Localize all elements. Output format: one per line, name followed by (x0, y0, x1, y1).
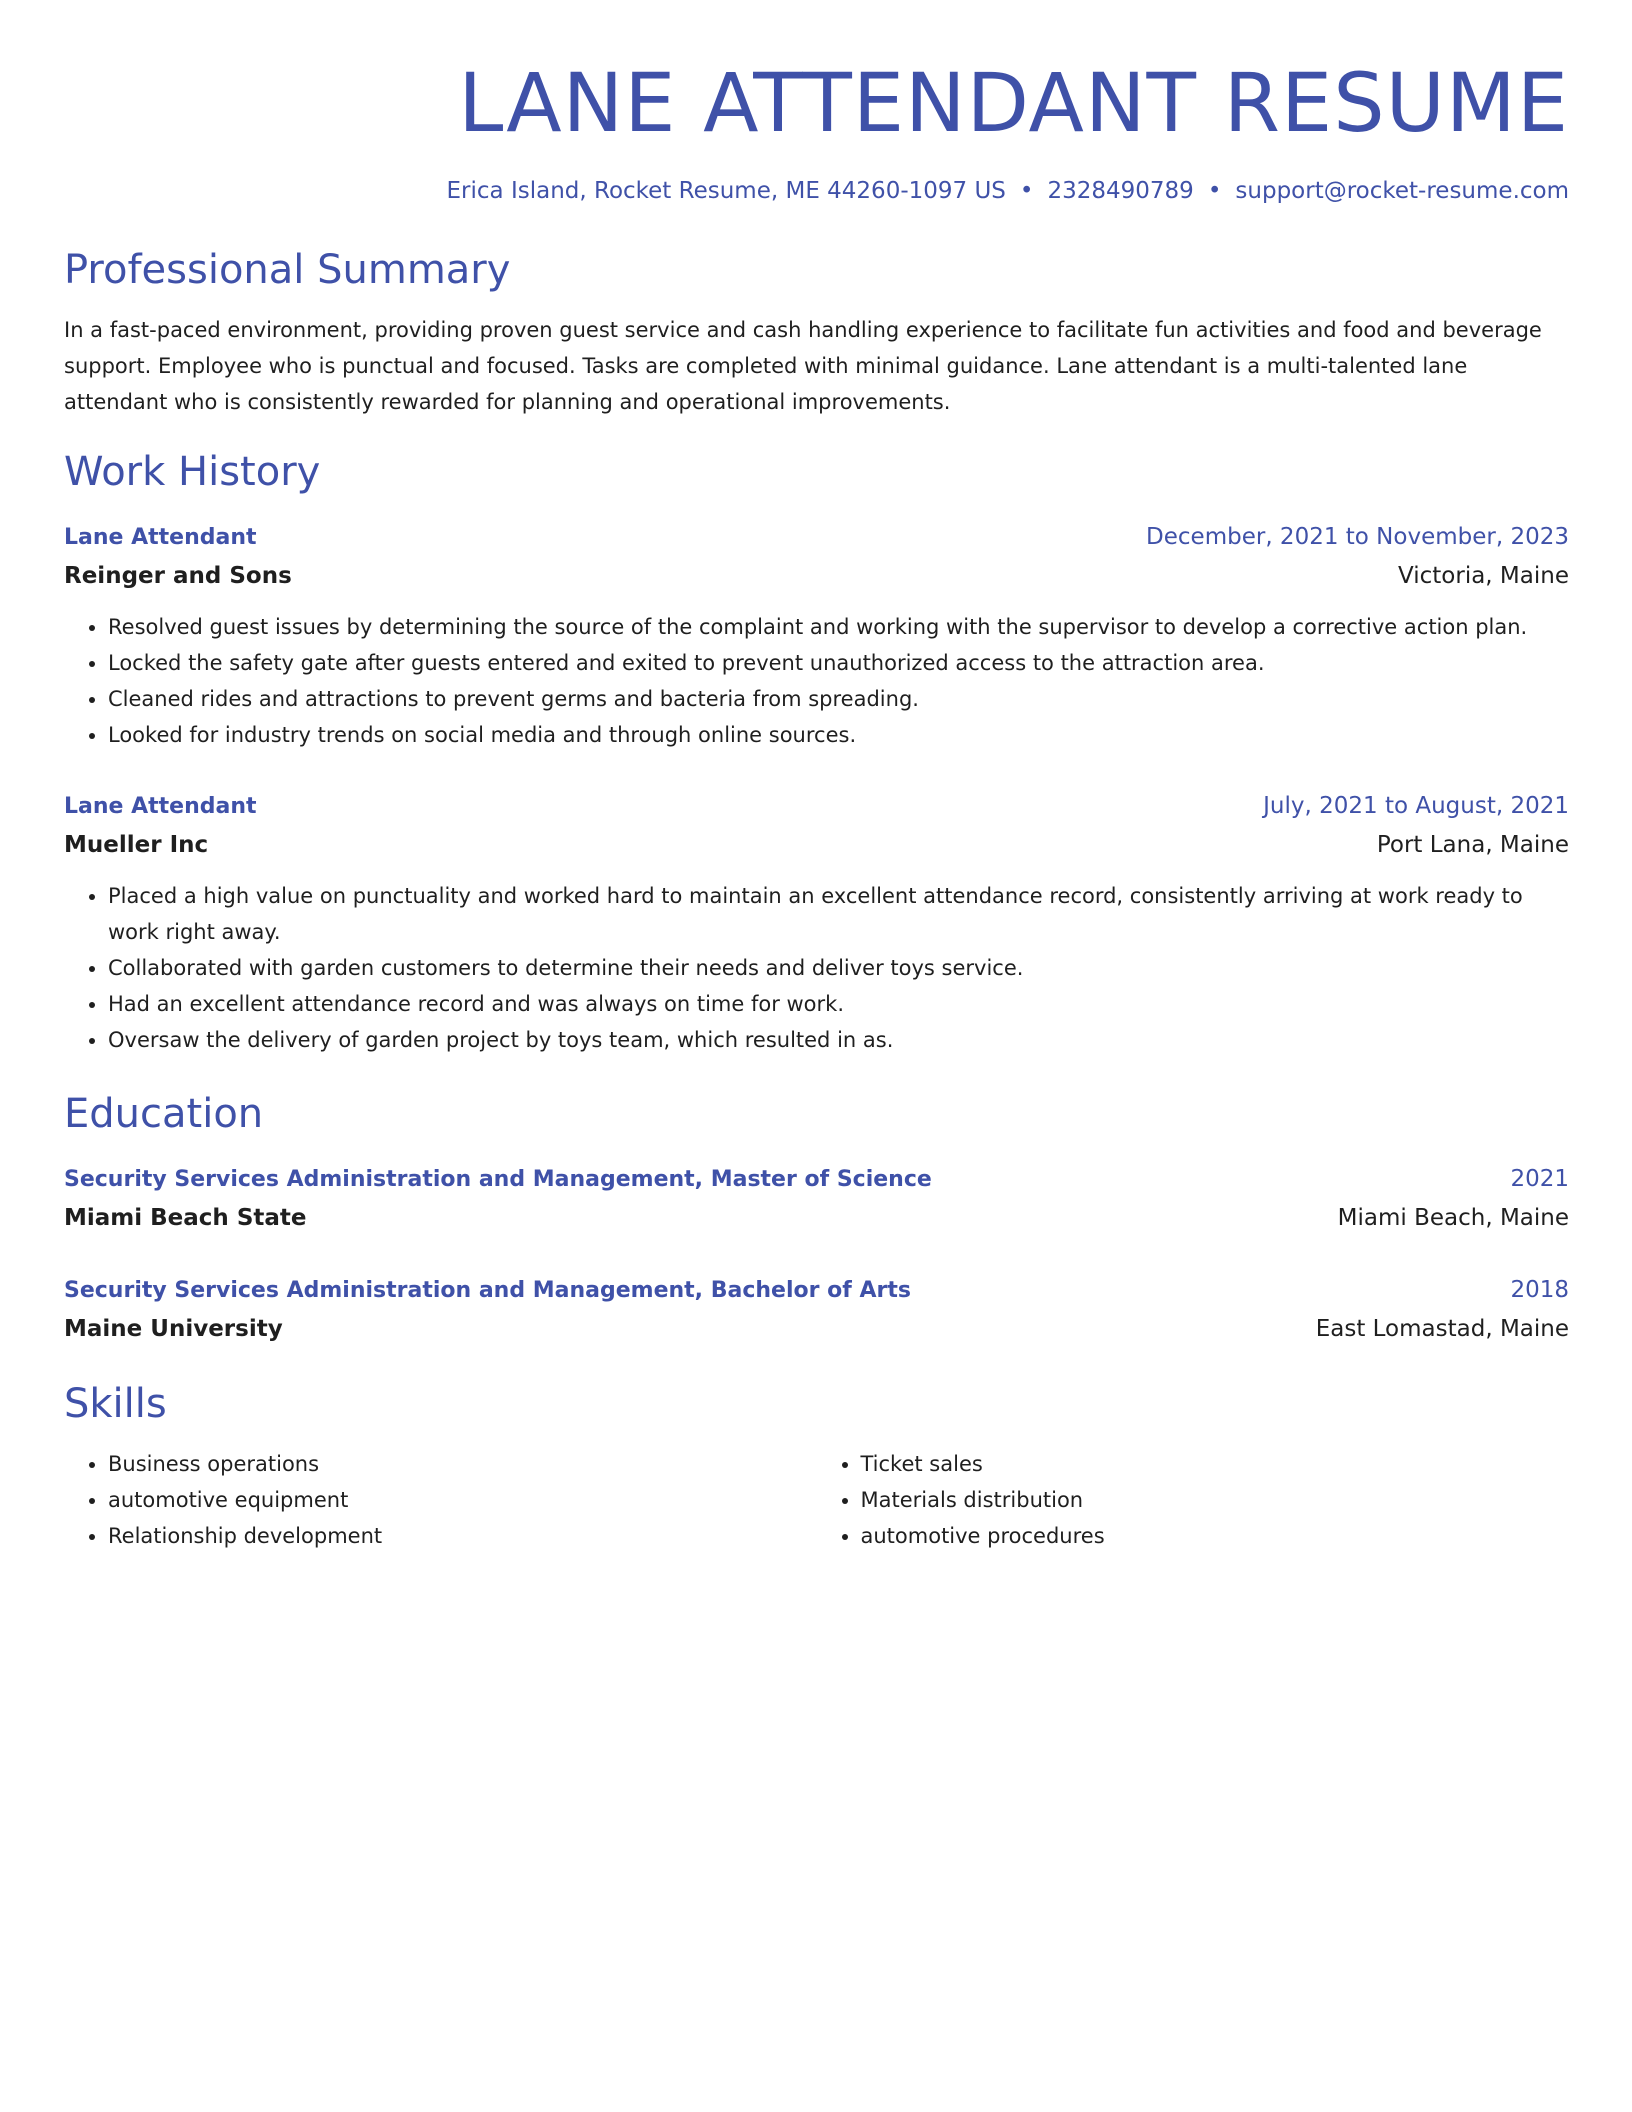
work-history-heading: Work History (64, 449, 321, 495)
job-company-row (64, 826, 1569, 864)
list-item: • Collaborated with garden customers to determine their needs and deliver toys service. (108, 950, 1569, 986)
education-year: 2018 (1510, 1277, 1569, 1303)
job-location: Victoria, Maine (1398, 563, 1569, 589)
job-entry (64, 787, 1569, 1058)
education-year: 2021 (1510, 1166, 1569, 1192)
skills-column-right (817, 1446, 1570, 1554)
list-item: • Oversaw the delivery of garden project by toys team, which resulted in as. (108, 1022, 1569, 1058)
contact-email: support@rocket-resume.com (1235, 178, 1569, 204)
list-item: • Had an excellent attendance record and was always on time for work. (108, 986, 1569, 1022)
job-location: Port Lana, Maine (1376, 832, 1569, 858)
job-dates: December, 2021 to November, 2023 (1146, 524, 1569, 550)
education-location: East Lomastad, Maine (1315, 1316, 1569, 1342)
list-item: • Relationship development (108, 1518, 817, 1554)
job-bullets (64, 878, 1569, 1058)
skills-list (64, 1446, 1569, 1554)
contact-separator: • (1207, 178, 1222, 204)
list-item: • Locked the safety gate after guests entered and exited to prevent unauthorized access to the attraction area. (108, 645, 1569, 681)
education-degree-row (64, 1271, 1569, 1310)
education-degree: Security Services Administration and Management, Master of Science (64, 1167, 932, 1192)
job-title: Lane Attendant (64, 525, 257, 550)
list-item: • Cleaned rides and attractions to prevent germs and bacteria from spreading. (108, 681, 1569, 717)
contact-address: Erica Island, Rocket Resume, ME 44260-1097 US (446, 178, 1006, 204)
contact-line (64, 176, 1569, 206)
job-company: Reinger and Sons (64, 563, 292, 589)
list-item: • automotive procedures (861, 1518, 1570, 1554)
list-item: • Ticket sales (861, 1446, 1570, 1482)
list-item: • Resolved guest issues by determining the source of the complaint and working with the supervisor to develop a corrective action plan. (108, 609, 1569, 645)
summary-heading: Professional Summary (64, 247, 511, 293)
education-degree-row (64, 1160, 1569, 1199)
education-school: Maine University (64, 1316, 283, 1342)
education-location: Miami Beach, Maine (1337, 1205, 1569, 1231)
education-heading: Education (64, 1091, 264, 1137)
job-title-row (64, 787, 1569, 826)
education-entry (64, 1271, 1569, 1348)
list-item: • Materials distribution (861, 1482, 1570, 1518)
list-item: • Business operations (108, 1446, 817, 1482)
contact-phone: 2328490789 (1047, 178, 1194, 204)
education-degree: Security Services Administration and Management, Bachelor of Arts (64, 1278, 911, 1303)
job-title-row (64, 518, 1569, 557)
list-item: • Placed a high value on punctuality and worked hard to maintain an excellent attendance record, consistently arriving at work ready to work right away. (108, 878, 1569, 950)
education-entry (64, 1160, 1569, 1237)
education-school-row (64, 1310, 1569, 1348)
resume-header (64, 56, 1569, 206)
summary-text: In a fast-paced environment, providing proven guest service and cash handling experience to facilitate fun activities and food and beverage support. Employee who is punctual and focused. Tasks are completed with minimal guidance. Lane attendant is a multi-talented lane attendant who is consistently rewarded for planning and operational improvements. (64, 318, 1542, 414)
job-company: Mueller Inc (64, 832, 209, 858)
job-bullets (64, 609, 1569, 753)
skills-heading: Skills (64, 1381, 167, 1427)
job-title: Lane Attendant (64, 794, 257, 819)
job-entry (64, 518, 1569, 753)
education-school-row (64, 1199, 1569, 1237)
job-company-row (64, 557, 1569, 595)
job-dates: July, 2021 to August, 2021 (1263, 793, 1569, 819)
list-item: • Looked for industry trends on social media and through online sources. (108, 717, 1569, 753)
skills-column-left (64, 1446, 817, 1554)
list-item: • automotive equipment (108, 1482, 817, 1518)
contact-separator: • (1019, 178, 1034, 204)
resume-title: LANE ATTENDANT RESUME (458, 57, 1569, 151)
education-school: Miami Beach State (64, 1205, 307, 1231)
